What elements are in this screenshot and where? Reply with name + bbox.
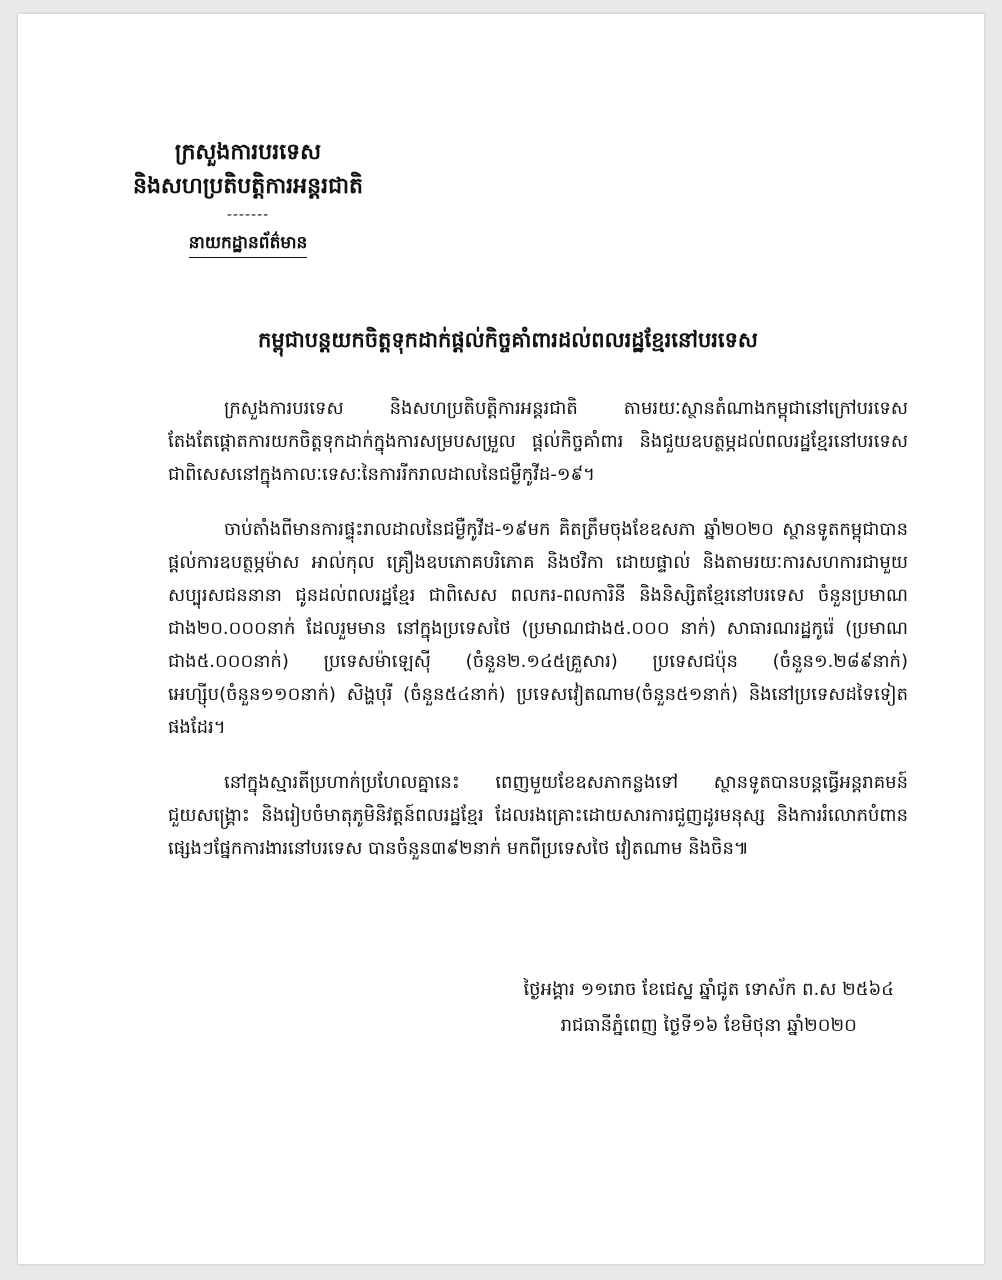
body-paragraph-1: ក្រសួងការបរទេស និងសហប្រតិបត្តិការអន្តរជាតិ តាមរយៈស្ថានតំណាងកម្ពុជានៅក្រៅបរទេស តែងតែផ្តោតការយកចិត្តទុកដាក់ក្នុងការសម្របសម្រួល ផ្តល់កិច្ចគាំពារ និងជួយឧបត្ថម្ភដល់ពលរដ្ឋខ្មែរនៅបរទេស ជាពិសេសនៅក្នុងកាលៈទេសៈនៃការរីករាលដាលនៃជម្ងឺកូវីដ-១៩។	[168, 398, 908, 485]
document-page	[18, 14, 984, 1264]
body-paragraph-2: ចាប់តាំងពីមានការផ្ទុះរាលដាលនៃជម្ងឺកូវីដ-១៩មក គិតត្រឹមចុងខែឧសភា ឆ្នាំ២០២០ ស្ថានទូតកម្ពុជាបានផ្តល់ការឧបត្ថម្ភម៉ាស អាល់កុល គ្រឿងឧបភោគបរិភោគ និងថវិកា ដោយផ្ទាល់ និងតាមរយៈការសហការជាមួយសប្បុរសជននានា ជូនដល់ពលរដ្ឋខ្មែរ ជាពិសេស ពលករ-ពលការិនី និងនិស្សិតខ្មែរនៅបរទេស ចំនួនប្រមាណជាង២០.០០០នាក់ ដែលរួមមាន នៅក្នុងប្រទេសថៃ (ប្រមាណជាង៥.០០០ នាក់) សាធារណរដ្ឋកូរ៉េ (ប្រមាណជាង៥.០០០នាក់) ប្រទេសម៉ាឡេស៊ី (ចំនួន២.១៤៥គ្រួសារ) ប្រទេសជប៉ុន (ចំនួន១.២៨៩នាក់) អេហ្ស៊ីប(ចំនួន១១០នាក់) សិង្ហបុរី (ចំនួន៥៤នាក់) ប្រទេសវៀតណាម(ចំនួន៥១នាក់) និងនៅប្រទេសដទៃទៀតផងដែរ។	[168, 519, 908, 738]
document-body	[168, 392, 908, 887]
header-divider: -------	[226, 207, 270, 223]
ministry-header	[88, 136, 408, 258]
ministry-name-line2: និងសហប្រតិបត្តិការអន្តរជាតិ	[133, 174, 363, 199]
document-title: កម្ពុជាបន្តយកចិត្តទុកដាក់ផ្តល់កិច្ចគាំពារដល់ពលរដ្ឋខ្មែរនៅបរទេស	[258, 328, 758, 352]
solar-date: រាជធានីភ្នំពេញ ថ្ងៃទី១៦ ខែមិថុនា ឆ្នាំ២០២០	[560, 1015, 857, 1036]
department-name: នាយកដ្ឋានព័ត៌មាន	[189, 230, 308, 258]
body-paragraph-3: នៅក្នុងស្មារតីប្រហាក់ប្រហែលគ្នានេះ ពេញមួយខែឧសភាកន្លងទៅ ស្ថានទូតបានបន្តធ្វើអន្តរាគមន៍ជួយសង្គ្រោះ និងរៀបចំមាតុភូមិនិវត្តន៍ពលរដ្ឋខ្មែរ ដែលរងគ្រោះដោយសារការជួញដូរមនុស្ស និងការរំលោភបំពានផ្សេងៗផ្នែកការងារនៅបរទេស បានចំនួន៣៩២នាក់ មកពីប្រទេសថៃ វៀតណាម និងចិន៕	[168, 772, 908, 859]
lunar-date: ថ្ងៃអង្គារ ១១រោច ខែជេស្ឋ ឆ្នាំជូត ទោស័ក ព.ស ២៥៦៤	[523, 979, 894, 1000]
date-block	[523, 972, 894, 1044]
ministry-name-line1: ក្រសួងការបរទេស	[174, 140, 322, 165]
